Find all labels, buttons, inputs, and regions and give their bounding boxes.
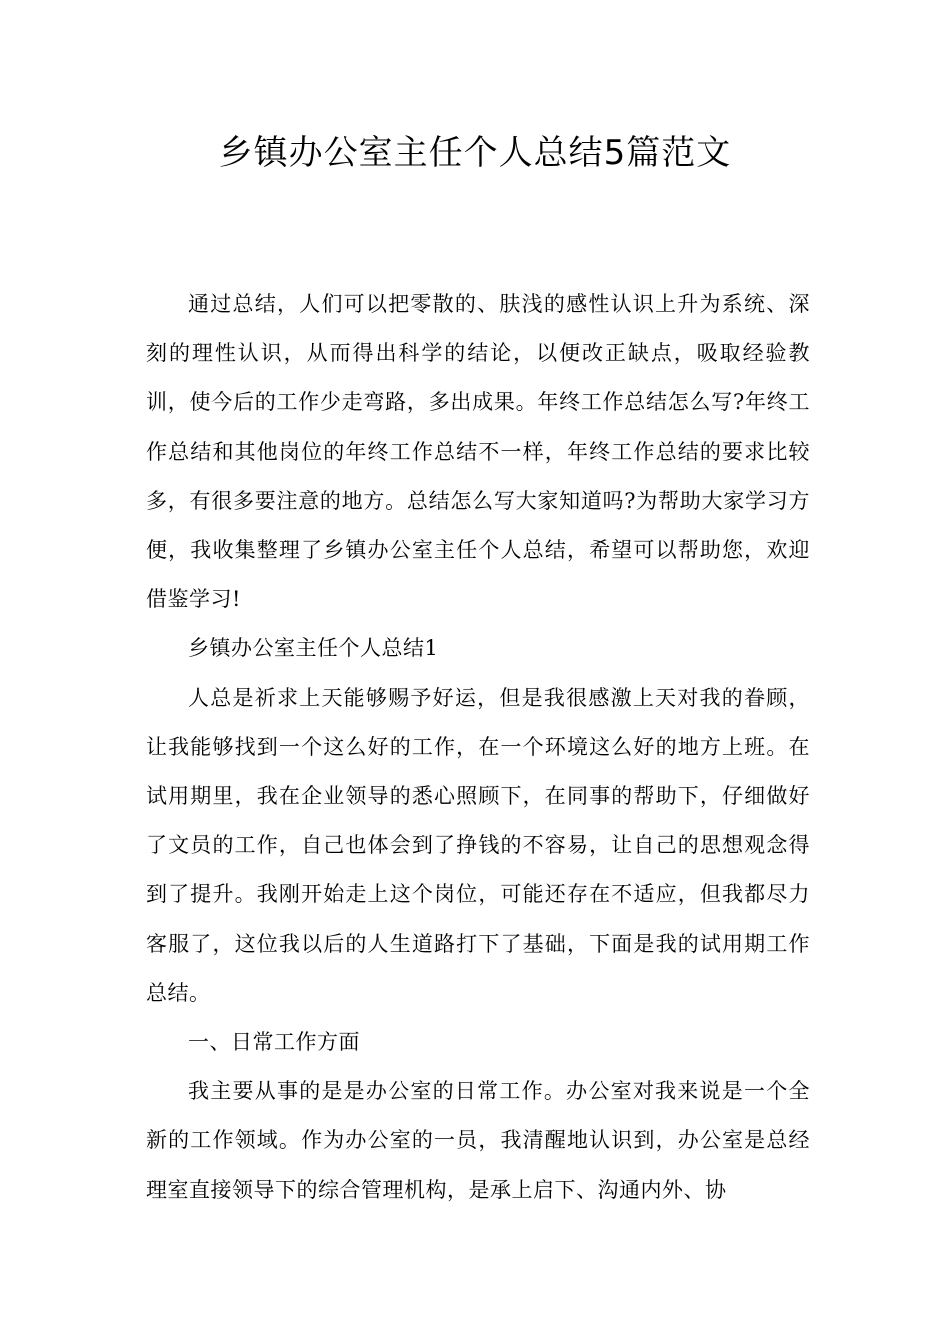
summary-1-paragraph: 人总是祈求上天能够赐予好运，但是我很感激上天对我的眷顾，让我能够找到一个这么好的工作，在一个环境这么好的地方上班。在试用期里，我在企业领导的悉心照顾下，在同事的帮助下，仔细做好了文员的工作，自己也体会到了挣钱的不容易，让自己的思想观念得到了提升。我刚开始走上这个岗位，可能还存在不适应，但我都尽力客服了，这位我以后的人生道路打下了基础，下面是我的试用期工作总结。 <box>146 685 810 1005</box>
intro-paragraph: 通过总结，人们可以把零散的、肤浅的感性认识上升为系统、深刻的理性认识，从而得出科学的结论，以便改正缺点，吸取经验教训，使今后的工作少走弯路，多出成果。年终工作总结怎么写?年终工作总结和其他岗位的年终工作总结不一样，年终工作总结的要求比较多，有很多要注意的地方。总结怎么写大家知道吗?为帮助大家学习方便，我收集整理了乡镇办公室主任个人总结，希望可以帮助您，欢迎借鉴学习! <box>146 292 810 612</box>
daily-work-paragraph: 我主要从事的是是办公室的日常工作。办公室对我来说是一个全新的工作领域。作为办公室的一员，我清醒地认识到，办公室是总经理室直接领导下的综合管理机构，是承上启下、沟通内外、协 <box>146 1079 810 1202</box>
document-body <box>146 280 810 1215</box>
document-title: 乡镇办公室主任个人总结5篇范文 <box>218 133 732 173</box>
section-heading-summary-1: 乡镇办公室主任个人总结1 <box>188 636 439 661</box>
subsection-heading-daily-work: 一、日常工作方面 <box>188 1030 360 1055</box>
